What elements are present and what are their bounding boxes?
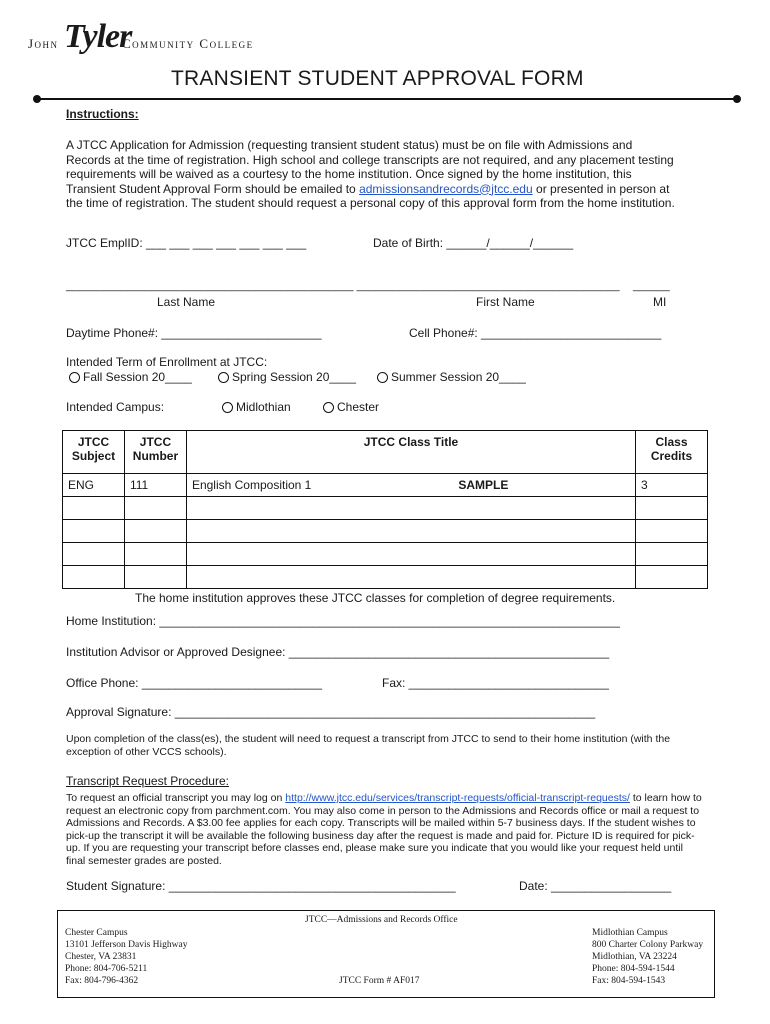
cell-subject[interactable] [63, 497, 125, 520]
completion-note: Upon completion of the class(es), the student will need to request a transcript from JTCC to send to their home institution (with the exception of other VCCS schools). [66, 733, 671, 758]
term-fall-label: Fall Session 20____ [83, 370, 192, 384]
term-label: Intended Term of Enrollment at JTCC: [66, 355, 268, 369]
mi-label: MI [653, 295, 667, 309]
chester-phone: Phone: 804-706-5211 [65, 964, 148, 974]
name-line[interactable]: _______________________________________________ ___________________________________________ [66, 280, 620, 292]
cell-number[interactable] [124, 566, 186, 589]
first-name-label: First Name [476, 295, 535, 309]
transcript-heading: Transcript Request Procedure: [66, 774, 229, 788]
cell-title[interactable] [186, 474, 635, 497]
advisor-field[interactable]: Institution Advisor or Approved Designee: ________________________________________________ [66, 645, 610, 659]
chester-campus-name: Chester Campus [65, 928, 128, 938]
table-row [63, 497, 708, 520]
transcript-text-2: to learn how to request an electronic copy from parchment.com. You may also come in person to the Admissions and Records office or mail a request to Admissions and Records. A $3.00 fee applies for each copy. Transcripts will be mailed within 5-7 business days. If the student wishes to pick-up the transcript it will be available the following business day after the request is made and paid for. Picture ID is required for pick-up. If you are requesting your transcript before classes end, please make sure you indicate that you would like your request held until final semester grades are posted. [66, 792, 702, 867]
last-name-label: Last Name [157, 295, 216, 309]
instructions-text-2: or presented in person at the time of registration. The student should request a personal copy of this approval form from the home institution. [66, 181, 675, 210]
dob-field[interactable]: Date of Birth: ______/______/______ [373, 236, 574, 250]
campus-midlothian-label: Midlothian [236, 400, 291, 414]
emplid-field[interactable]: JTCC EmplID: ___ ___ ___ ___ ___ ___ ___ [66, 236, 307, 250]
campus-label: Intended Campus: [66, 400, 165, 414]
class-table [62, 430, 708, 589]
logo-john: John [28, 36, 59, 51]
form-title: TRANSIENT STUDENT APPROVAL FORM [171, 67, 584, 90]
fall-radio-icon[interactable] [69, 372, 80, 383]
header-class-title: JTCC Class Title [186, 431, 635, 474]
footer-midlothian-block [592, 927, 703, 987]
cell-number[interactable] [124, 520, 186, 543]
header-number: JTCC Number [124, 431, 186, 474]
daytime-phone-field[interactable]: Daytime Phone#: ________________________ [66, 326, 322, 340]
cell-title[interactable] [186, 543, 635, 566]
transcript-url-link[interactable]: http://www.jtcc.edu/services/transcript-requests/official-transcript-requests/ [285, 792, 630, 804]
approval-signature-field[interactable]: Approval Signature: _______________________________________________________________ [66, 705, 596, 719]
cell-title[interactable] [186, 520, 635, 543]
midlothian-address: 800 Charter Colony Parkway [592, 940, 704, 950]
cell-credits[interactable] [636, 520, 708, 543]
term-summer-option[interactable] [377, 370, 526, 384]
footer-box [57, 910, 715, 998]
mi-line[interactable]: ______ [633, 280, 670, 292]
chester-fax: Fax: 804-796-4362 [65, 976, 139, 986]
logo-community-college: Community College [122, 36, 254, 51]
header-subject: JTCC Subject [63, 431, 125, 474]
chester-address: 13101 Jefferson Davis Highway [65, 940, 188, 950]
table-row [63, 474, 708, 497]
student-signature-field[interactable]: Student Signature: ___________________________________________ [66, 879, 456, 893]
table-row [63, 520, 708, 543]
cell-subject[interactable]: ENG [63, 474, 125, 497]
chester-city: Chester, VA 23831 [65, 952, 137, 962]
cell-phone-field[interactable]: Cell Phone#: ___________________________ [409, 326, 662, 340]
logo-tyler: Tyler [64, 18, 132, 55]
spring-radio-icon[interactable] [218, 372, 229, 383]
midlothian-fax: Fax: 804-594-1543 [592, 976, 666, 986]
admissions-email-link[interactable]: admissionsandrecords@jtcc.edu [359, 181, 533, 196]
transcript-paragraph [66, 792, 702, 868]
cell-title[interactable] [186, 566, 635, 589]
table-header-row [63, 431, 708, 474]
summer-radio-icon[interactable] [377, 372, 388, 383]
transcript-text-1: To request an official transcript you may log on [66, 792, 283, 804]
cell-number[interactable] [124, 497, 186, 520]
cell-number[interactable]: 111 [124, 474, 186, 497]
cell-title-text: English Composition 1 [191, 478, 312, 492]
chester-radio-icon[interactable] [323, 402, 334, 413]
term-summer-label: Summer Session 20____ [391, 370, 526, 384]
cell-subject[interactable] [63, 566, 125, 589]
midlothian-phone: Phone: 804-594-1544 [592, 964, 675, 974]
cell-credits[interactable]: 3 [636, 474, 708, 497]
student-date-field[interactable]: Date: __________________ [519, 879, 672, 893]
footer-office-title: JTCC—Admissions and Records Office [305, 915, 458, 925]
campus-midlothian-option[interactable] [222, 400, 291, 414]
instructions-paragraph [66, 138, 676, 211]
campus-chester-option[interactable] [323, 400, 379, 414]
instructions-text-1: A JTCC Application for Admission (requesting transient student status) must be on file with Admissions and Records at the time of registration. High school and college transcripts are not required, and any placement testing requirements will be waived as a courtesy to the home institution. Once signed by the home institution, this Transient Student Approval Form should be emailed to [66, 138, 674, 196]
instructions-heading: Instructions: [66, 107, 139, 121]
midlothian-city: Midlothian, VA 23224 [592, 952, 677, 962]
cell-number[interactable] [124, 543, 186, 566]
office-phone-field[interactable]: Office Phone: ___________________________ [66, 676, 323, 690]
table-row [63, 543, 708, 566]
cell-credits[interactable] [636, 497, 708, 520]
cell-subject[interactable] [63, 543, 125, 566]
fax-field[interactable]: Fax: ______________________________ [382, 676, 609, 690]
college-logo [28, 14, 298, 64]
footer-chester-block [65, 927, 188, 987]
midlothian-campus-name: Midlothian Campus [592, 928, 668, 938]
cell-credits[interactable] [636, 543, 708, 566]
header-credits: Class Credits [636, 431, 708, 474]
title-rule-right-dot [733, 95, 741, 103]
home-institution-field[interactable]: Home Institution: _____________________________________________________________________ [66, 614, 620, 628]
cell-subject[interactable] [63, 520, 125, 543]
title-rule [37, 98, 737, 100]
term-spring-label: Spring Session 20____ [232, 370, 357, 384]
term-fall-option[interactable] [69, 370, 192, 384]
cell-title[interactable] [186, 497, 635, 520]
table-row [63, 566, 708, 589]
midlothian-radio-icon[interactable] [222, 402, 233, 413]
term-spring-option[interactable] [218, 370, 356, 384]
approval-statement: The home institution approves these JTCC classes for completion of degree requirements. [135, 591, 616, 605]
campus-chester-label: Chester [337, 400, 380, 414]
footer-form-number: JTCC Form # AF017 [339, 976, 420, 986]
sample-label: SAMPLE [458, 478, 509, 492]
cell-credits[interactable] [636, 566, 708, 589]
